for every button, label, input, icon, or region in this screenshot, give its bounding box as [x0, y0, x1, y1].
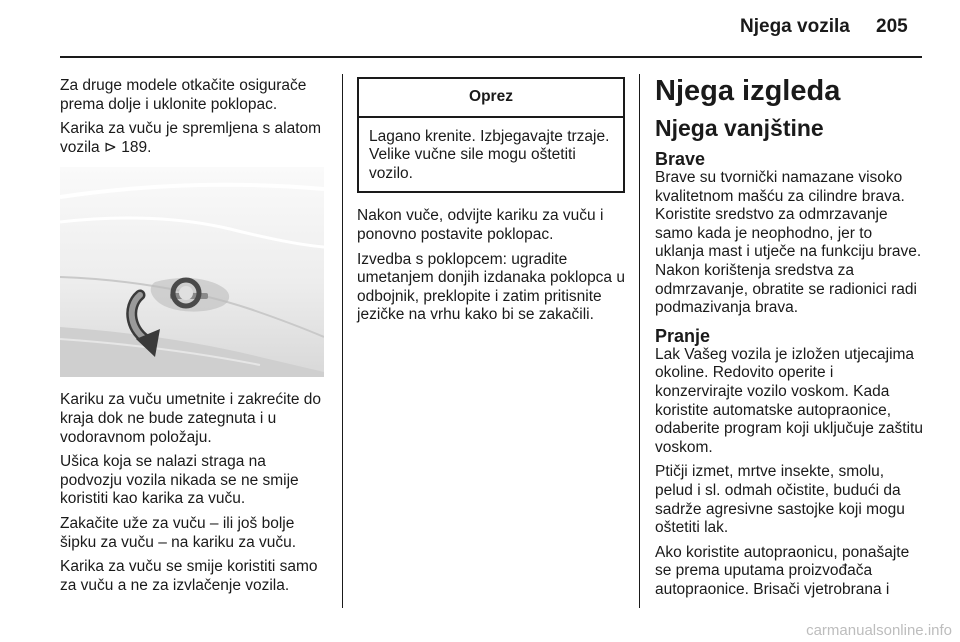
column-2 [357, 77, 625, 331]
paragraph: Ptičji izmet, mrtve insekte, smolu, pelud i sl. odmah očistite, budući da sadrže agresivne sastojke koji mogu oštetiti lak. [655, 463, 905, 537]
caution-box [357, 77, 625, 193]
paragraph: Karika za vuču se smije koristiti samo za vuču a ne za izvlačenje vozila. [60, 558, 318, 594]
paragraph: Nakon vuče, odvijte kariku za vuču i ponovno postavite poklopac. [357, 207, 604, 243]
watermark: carmanualsonline.info [806, 622, 952, 639]
column-1 [60, 77, 328, 601]
column-divider-2 [639, 74, 640, 608]
paragraph: Ušica koja se nalazi straga na podvozju vozila nikada se ne smije koristiti kao karika za vuču. [60, 453, 299, 508]
running-header-title: Njega vozila [740, 16, 850, 37]
paragraph: Za druge modele otkačite osigurače prema dolje i uklonite poklopac. [60, 77, 307, 113]
section-heading: Njega izgleda [655, 75, 841, 107]
paragraph: Kariku za vuču umetnite i zakrećite do kraja dok ne bude zategnuta i u vodoravnom položaju. [60, 391, 322, 446]
section-pranje [655, 326, 925, 600]
column-divider-1 [342, 74, 343, 608]
brave-heading: Brave [655, 149, 706, 169]
caution-text: Lagano krenite. Izbjegavajte trzaje. Velike vučne sile mogu oštetiti vozilo. [369, 127, 610, 182]
paragraph: Izvedba s poklopcem: ugradite umetanjem donjih izdanaka poklopca u odbojnik, preklopite i zatim pritisnite jezičke na vrhu kako bi se zakačili. [357, 250, 625, 324]
caution-title: Oprez [359, 79, 623, 118]
towing-eye-illustration [60, 167, 324, 377]
header-rule [60, 56, 922, 58]
paragraph: Brave su tvornički namazane visoko kvalitetnom mašću za cilindre brava. Koristite sredstvo za odmrzavanje samo kada je neophodno, jer to uklanja mast i utječe na funkciju brave. Nakon korištenja sredstva za odmrzavanje, obratite se radionici radi podmazivanja brava. [655, 169, 922, 317]
column-3 [655, 77, 925, 607]
pranje-heading: Pranje [655, 325, 711, 346]
page-number: 205 [876, 16, 908, 37]
section-brave [655, 149, 925, 318]
paragraph: Lak Vašeg vozila je izložen utjecajima okoline. Redovito operite i konzervirajte vozilo voskom. Kada koristite automatske autopraonice, odaberite program koji uključuje zaštitu voskom. [655, 345, 923, 456]
paragraph: Zakačite uže za vuču – ili još bolje šipku za vuču – na kariku za vuču. [60, 514, 297, 551]
paragraph: Karika za vuču je spremljena s alatom vozila ⊳ 189. [60, 120, 322, 156]
subsection-heading: Njega vanjštine [655, 115, 824, 141]
paragraph: Ako koristite autopraonicu, ponašajte se prema uputama proizvođača autopraonice. Brisači vjetrobrana i [655, 543, 910, 598]
